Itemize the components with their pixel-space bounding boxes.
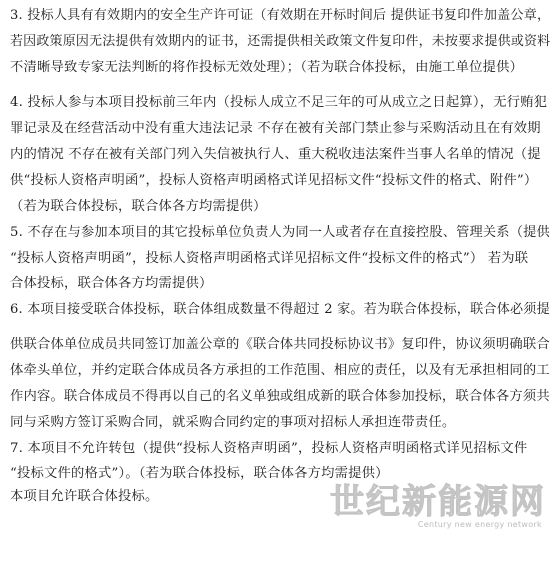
- clause-4-line-3: 内的情况 不存在被有关部门列入失信被执行人、重大税收违法案件当事人名单的情况（提: [10, 147, 541, 162]
- clause-5-line-2: “投标人资格声明函”，投标人资格声明函格式详见招标文件“投标文件的格式”） 若为联: [10, 251, 529, 266]
- clause-6-line-4: 作内容。联合体成员不得再以自己的名义单独或组成新的联合体参加投标，联合体各方须共: [10, 389, 550, 404]
- clause-3-line-1: 3. 投标人具有有效期内的安全生产许可证（有效期在开标时间后 提供证书复印件加盖公章，: [10, 8, 551, 23]
- watermark-chinese-text: 世纪新能源网: [330, 482, 546, 522]
- clause-3-line-2: 若因政策原因无法提供有效期内的证书，还需提供相关政策文件复印件，未按要求提供或资料: [10, 34, 551, 49]
- clause-5-line-3: 合体投标，联合体各方均需提供）: [10, 276, 213, 291]
- clause-6-line-2: 供联合体单位成员共同签订加盖公章的《联合体共同投标协议书》复印件，协议须明确联合: [10, 337, 550, 352]
- clause-6-line-1: 6. 本项目接受联合体投标，联合体组成数量不得超过 2 家。若为联合体投标，联合体必须提: [10, 302, 550, 317]
- clause-7-line-1: 7. 本项目不允许转包（提供“投标人资格声明函”，投标人资格声明函格式详见招标文件: [10, 441, 528, 456]
- clause-3-line-3: 不清晰导致专家无法判断的将作投标无效处理）；（若为联合体投标，由施工单位提供）: [10, 60, 524, 75]
- clause-4-line-4: 供“投标人资格声明函”，投标人资格声明函格式详见招标文件“投标文件的格式、附件”）: [10, 173, 538, 188]
- clause-5-line-1: 5. 不存在与参加本项目的其它投标单位负责人为同一人或者存在直接控股、管理关系（提供: [10, 225, 550, 240]
- clause-4-line-1: 4. 投标人参与本项目投标前三年内（投标人成立不足三年的可从成立之日起算），无行贿犯: [10, 95, 548, 110]
- clause-6-line-5: 同与采购方签订采购合同，就采购合同约定的事项对招标人承担连带责任。: [10, 415, 456, 430]
- watermark-english-text: Century new energy network: [417, 520, 542, 529]
- consortium-note: 本项目允许联合体投标。: [10, 489, 159, 504]
- clause-6-line-3: 体牵头单位，并约定联合体成员各方承担的工作范围、相应的责任，以及有无承担相同的工: [10, 363, 550, 378]
- clause-7-line-2: “投标文件的格式”）。（若为联合体投标，联合体各方均需提供）: [10, 466, 389, 481]
- clause-4-line-5: （若为联合体投标，联合体各方均需提供）: [10, 199, 267, 214]
- clause-4-line-2: 罪记录及在经营活动中没有重大违法记录 不存在被有关部门禁止参与采购活动且在有效期: [10, 121, 541, 136]
